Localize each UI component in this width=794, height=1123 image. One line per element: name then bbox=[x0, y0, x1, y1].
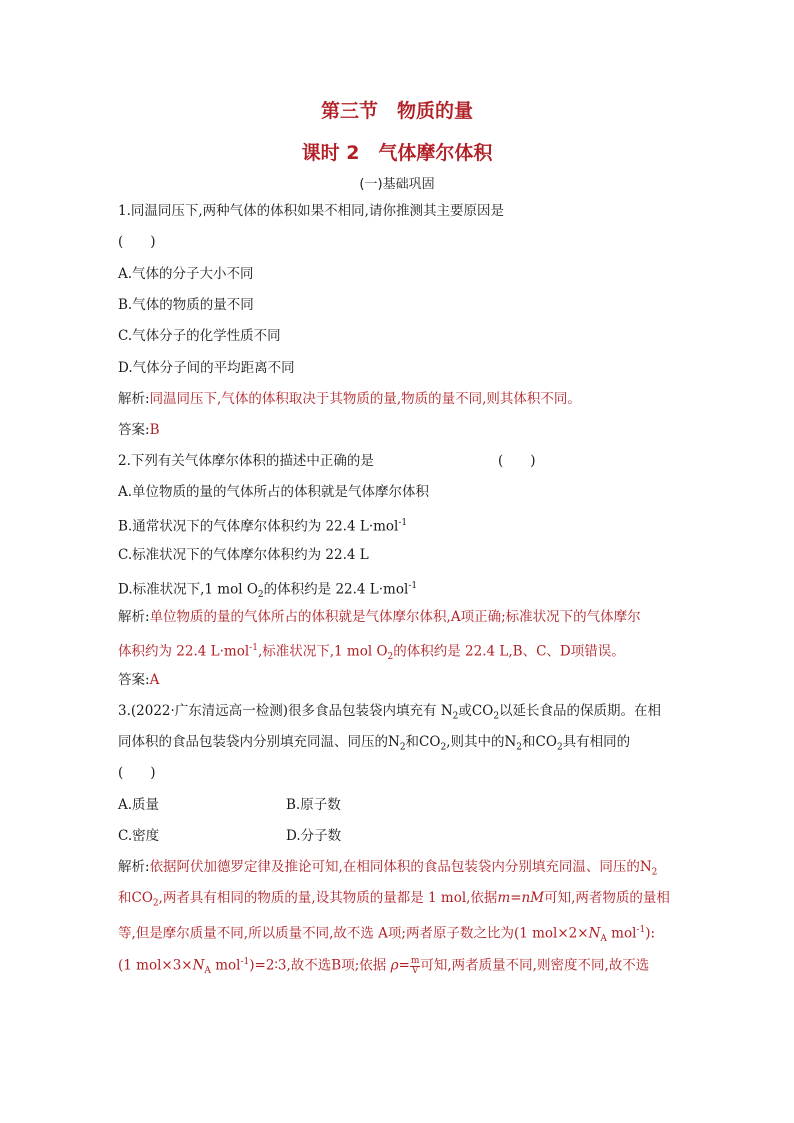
lesson-title: 课时 2 气体摩尔体积 bbox=[301, 142, 493, 164]
q1-analysis-text: 同温同压下,气体的体积取决于其物质的量,物质的量不同,则其体积不同。 bbox=[149, 391, 581, 407]
q3-analysis-text-4e: )=2∶3,故不选B项;依据 bbox=[249, 957, 391, 974]
q2-analysis-text-2a: 体积约为 22.4 L·mol bbox=[118, 643, 250, 660]
q3-analysis-text-1: 依据阿伏加德罗定律及推论可知,在相同体积的食品包装袋内分别填充同温、同压的N bbox=[149, 859, 652, 875]
q3-stem-2d: 和CO bbox=[522, 734, 557, 750]
superscript: -1 bbox=[398, 518, 408, 528]
q3-analysis-text-4d: mol bbox=[210, 957, 241, 974]
q3-analysis-text-2a: 和CO bbox=[118, 890, 153, 906]
subscript: 2 bbox=[257, 590, 264, 601]
q3-analysis-text-4a: (1 mol×3× bbox=[118, 957, 193, 974]
q2-stem: 2.下列有关气体摩尔体积的描述中正确的是 bbox=[118, 453, 374, 469]
q3-analysis-line-1 bbox=[118, 857, 688, 883]
q3-stem-line-2 bbox=[118, 732, 688, 758]
q3-options-row-2 bbox=[118, 826, 688, 846]
fraction-denominator: V bbox=[411, 965, 419, 976]
q3-analysis-line-3 bbox=[118, 920, 688, 949]
avogadro-symbol: N bbox=[588, 925, 601, 942]
fraction-numerator: m bbox=[410, 955, 420, 966]
superscript: -1 bbox=[249, 643, 258, 653]
q3-option-d: D.分子数 bbox=[286, 828, 342, 844]
q1-bracket: ( ) bbox=[118, 234, 156, 250]
subscript: 2 bbox=[556, 742, 563, 753]
subscript: 2 bbox=[399, 742, 406, 753]
subscript: 2 bbox=[452, 711, 459, 722]
q1-analysis bbox=[118, 389, 688, 409]
q1-option-b: B.气体的物质的量不同 bbox=[118, 297, 254, 313]
q2-analysis-label: 解析: bbox=[118, 609, 150, 625]
q1-answer bbox=[118, 420, 688, 440]
q3-stem-2c: ,则其中的N bbox=[446, 734, 517, 750]
q3-analysis-text-3a: 等,但是摩尔质量不同,所以质量不同,故不选 A项;两者原子数之比为(1 mol×2× bbox=[118, 925, 589, 942]
subscript: 2 bbox=[516, 742, 523, 753]
q2-bracket: ( ) bbox=[498, 453, 536, 469]
q3-option-b: B.原子数 bbox=[286, 797, 341, 813]
q2-option-d-text: D.标准状况下,1 mol O bbox=[118, 581, 258, 598]
subscript: 2 bbox=[387, 652, 394, 663]
q3-analysis-text-4i: 可知,两者质量不同,则密度不同,故不选 bbox=[420, 957, 650, 974]
q2-option-d-text-2: 的体积约是 22.4 L·mol bbox=[263, 581, 409, 598]
formula-rho: ρ= bbox=[390, 957, 410, 974]
q3-option-c: C.密度 bbox=[118, 828, 160, 844]
q2-stem-line bbox=[118, 451, 688, 471]
avogadro-symbol: N bbox=[192, 957, 205, 974]
q3-stem-1c: 以延长食品的保质期。在相 bbox=[499, 703, 662, 719]
fraction-m-over-v bbox=[410, 957, 421, 976]
q1-option-c: C.气体分子的化学性质不同 bbox=[118, 328, 281, 344]
subscript: 2 bbox=[493, 711, 500, 722]
q1-answer-label: 答案: bbox=[118, 422, 150, 438]
superscript: -1 bbox=[636, 925, 646, 935]
q2-option-d bbox=[118, 576, 688, 605]
q2-analysis-line-1 bbox=[118, 607, 688, 627]
q3-stem-line-1 bbox=[118, 701, 688, 727]
subscript: 2 bbox=[152, 898, 159, 909]
q3-analysis-line-4 bbox=[118, 952, 688, 981]
q3-analysis-label: 解析: bbox=[118, 859, 150, 875]
q3-options-row-1 bbox=[118, 795, 688, 815]
q1-analysis-label: 解析: bbox=[118, 391, 150, 407]
subscript: 2 bbox=[651, 867, 658, 878]
q3-stem-1b: 或CO bbox=[458, 703, 494, 719]
q2-answer-value: A bbox=[149, 672, 160, 688]
q2-option-a: A.单位物质的量的气体所占的体积就是气体摩尔体积 bbox=[118, 484, 430, 500]
q2-option-c: C.标准状况下的气体摩尔体积约为 22.4 L bbox=[118, 547, 369, 563]
superscript: -1 bbox=[408, 581, 418, 591]
q3-analysis-text-2d: 可知,两者物质的量相 bbox=[544, 890, 670, 906]
q3-analysis-line-2 bbox=[118, 888, 688, 914]
subscript: A bbox=[600, 934, 607, 945]
q2-option-b bbox=[118, 513, 688, 537]
q3-analysis-text-3d: mol bbox=[606, 925, 637, 942]
q2-analysis-text-1: 单位物质的量的气体所占的体积就是气体摩尔体积,A项正确;标准状况下的气体摩尔 bbox=[149, 609, 641, 625]
subscript: 2 bbox=[440, 742, 447, 753]
q3-analysis-text-2b: ,两者具有相同的物质的量,设其物质的量都是 1 mol,依据 bbox=[158, 890, 498, 906]
q3-stem-2a: 同体积的食品包装袋内分别填充同温、同压的N bbox=[118, 734, 400, 750]
q3-stem-2e: 具有相同的 bbox=[562, 734, 631, 750]
q3-option-a: A.质量 bbox=[118, 797, 160, 813]
q2-analysis-line-2 bbox=[118, 638, 688, 667]
q1-option-a: A.气体的分子大小不同 bbox=[118, 266, 254, 282]
q3-stem-1a: 3.(2022·广东清远高一检测)很多食品包装袋内填充有 N bbox=[118, 703, 453, 719]
subscript: A bbox=[204, 966, 211, 977]
part-label: (一)基础巩固 bbox=[359, 177, 435, 192]
q2-answer-label: 答案: bbox=[118, 672, 150, 688]
q1-stem: 1.同温同压下,两种气体的体积如果不相同,请你推测其主要原因是 bbox=[118, 203, 504, 219]
q2-analysis-text-2c: 的体积约是 22.4 L,B、C、D项错误。 bbox=[393, 643, 625, 660]
q2-answer bbox=[118, 670, 688, 690]
formula-m-nm: m=nM bbox=[497, 890, 545, 906]
q1-option-d: D.气体分子间的平均距离不同 bbox=[118, 360, 295, 376]
q3-analysis-text-3e: ): bbox=[645, 925, 656, 942]
superscript: -1 bbox=[240, 957, 250, 967]
q1-answer-value: B bbox=[149, 422, 160, 438]
q3-bracket: ( ) bbox=[118, 765, 156, 781]
q2-analysis-text-2b: ,标准状况下,1 mol O bbox=[257, 643, 388, 660]
q2-option-b-text: B.通常状况下的气体摩尔体积约为 22.4 L·mol bbox=[118, 518, 399, 535]
section-title: 第三节 物质的量 bbox=[320, 100, 473, 122]
q3-stem-2b: 和CO bbox=[405, 734, 441, 750]
